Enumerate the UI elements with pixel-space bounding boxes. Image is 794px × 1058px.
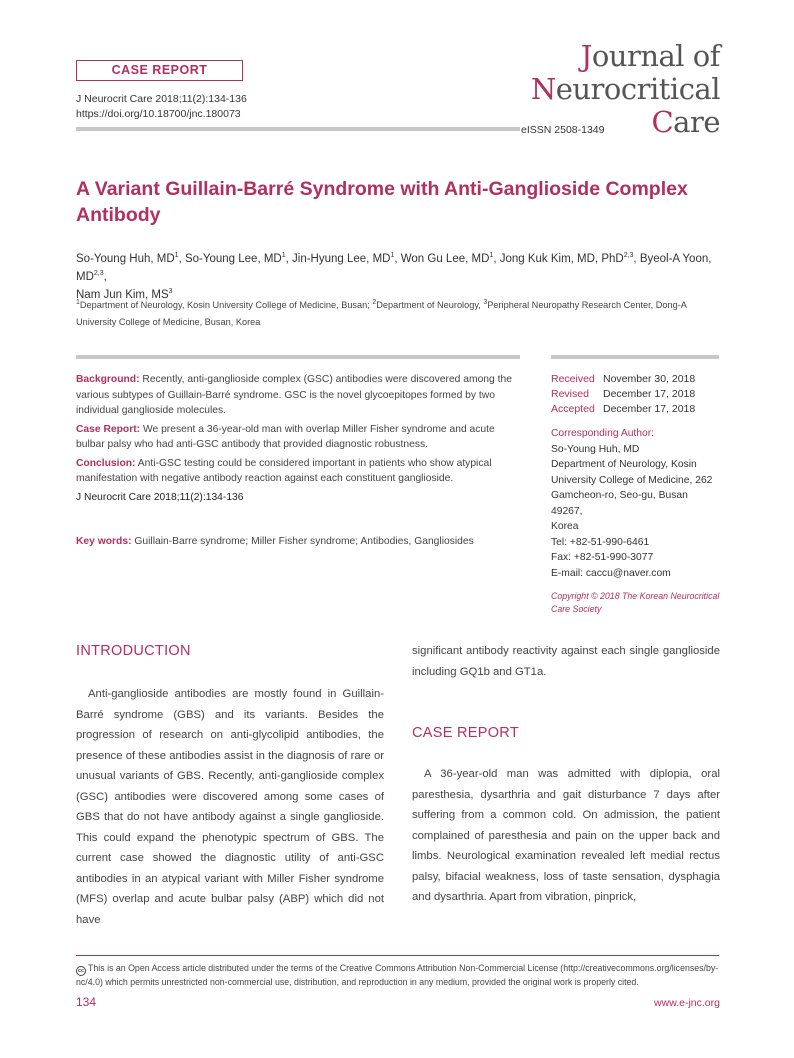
revised-label: Revised [551,388,589,400]
abstract-label: Conclusion: [76,457,136,469]
license-text: This is an Open Access article distributed under the terms of the Creative Commons Attribution Non-Commercial License (http://creativecommons.org/licenses/by-nc/4.0) which permits unrestricted non-commercial use, distribution, and reproduction in any medium, provided the original work is properly cited. [76,963,719,987]
accepted-label: Accepted [551,403,595,415]
author-affil: 1 [489,252,494,260]
abstract-citation: J Neurocrit Care 2018;11(2):134-136 [76,491,244,503]
logo-initial-n: N [530,72,556,106]
doi-link[interactable]: https://doi.org/10.18700/jnc.180073 [76,108,241,120]
author: Byeol-A Yoon, MD [76,253,712,283]
logo-text-3: are [673,105,720,139]
affil-num: 1 [76,298,80,306]
logo-text-1: ournal of [591,39,720,73]
introduction-text: Anti-ganglioside antibodies are mostly found in Guillain-Barré syndrome (GBS) and its variants. Besides the progression of research on anti-glycolipid antibodies, the presence of these antibodies assist in the diagnosis of rare or unusual variants of GBS. Recently, anti-ganglioside complex (GSC) antibodies were discovered among some cases of GBS that do not have antibody against a single ganglioside. This could expand the phenotypic spectrum of GBS. The current case showed the diagnostic utility of anti-GSC antibodies in an atypical variant with Miller Fisher syndrome (MFS) overlap and acute bulbar palsy (ABP) which did not have [76,688,384,926]
corr-tel: Tel: +82-51-990-6461 [551,536,650,548]
abstract-rule [76,355,520,359]
abstract-conclusion [76,456,520,487]
introduction-continued: significant antibody reactivity against each single ganglioside including GQ1b and GT1a. [412,645,720,678]
corr-address: University College of Medicine, 262 [551,474,713,486]
author: So-Young Huh, MD [76,253,175,265]
eissn: eISSN 2508-1349 [521,124,605,136]
abstract-background [76,372,520,419]
footer-rule [76,955,719,956]
article-title: A Variant Guillain-Barré Syndrome with Anti-Ganglioside Complex Antibody [76,178,688,226]
license-notice [76,962,719,989]
abstract-label: Case Report: [76,423,141,435]
revised-date: December 17, 2018 [603,388,696,400]
corr-name: So-Young Huh, MD [551,443,640,455]
accepted-date: December 17, 2018 [603,403,696,415]
keywords-label: Key words: [76,536,132,547]
journal-logo [531,40,720,139]
logo-initial-c: C [651,105,674,139]
corresponding-author [551,426,721,581]
corr-address: Korea [551,521,579,532]
affiliations [76,297,726,331]
article-type-badge: CASE REPORT [111,63,208,77]
corr-label: Corresponding Author: [551,428,655,439]
author: So-Young Lee, MD [184,253,282,265]
corr-address: Gamcheon-ro, Seo-gu, Busan 49267, [551,490,688,517]
received-label: Received [551,373,595,385]
author-affil: 1 [281,252,286,260]
abstract [76,372,520,508]
affil-num: 2 [372,298,377,306]
citation-volume: J Neurocrit Care 2018;11(2):134-136 [76,93,247,105]
journal-website-link[interactable]: www.e-jnc.org [654,997,720,1009]
creative-commons-icon: cc [77,968,85,974]
author-affil: 1 [390,252,395,260]
received-date: November 30, 2018 [603,373,696,385]
section-heading-case-report: CASE REPORT [412,725,519,741]
keywords-text: Guillain-Barre syndrome; Miller Fisher syndrome; Antibodies, Gangliosides [131,536,474,547]
corr-fax: Fax: +82-51-990-3077 [551,552,654,563]
affil-2: Department of Neurology, [376,300,484,310]
logo-text-2: eurocritical [555,72,720,106]
author-affil: 2,3 [93,270,104,278]
author-affil: 2,3 [623,252,634,260]
keywords [76,536,520,547]
affil-3: Peripheral Neuropathy Research Center, Dong-A University College of Medicine, Busan, Korea [76,300,687,327]
corr-address: Department of Neurology, Kosin [551,459,697,470]
header-rule [76,127,520,131]
author-affil: 1 [174,252,179,260]
abstract-text: Recently, anti-ganglioside complex (GSC) antibodies were discovered among the various subtypes of Guillain-Barré syndrome. GSC is the novel glycoepitopes formed by two individual ganglioside molecules. [76,374,512,416]
page-number: 134 [76,995,97,1009]
abstract-text: We present a 36-year-old man with overlap Miller Fisher syndrome and acute bulbar palsy who had anti-GSC antibody that provided diagnostic robustness. [76,423,495,450]
abstract-case [76,422,520,453]
affil-num: 3 [483,298,488,306]
journal-citation [76,92,247,122]
author: Won Gu Lee, MD [400,253,490,265]
abstract-label: Background: [76,374,140,385]
affil-1: Department of Neurology, Kosin University College of Medicine, Busan; [79,300,373,310]
author-affil: 3 [168,288,173,296]
author: Nam Jun Kim, MS [76,289,169,301]
case-report-text: A 36-year-old man was admitted with diplopia, oral paresthesia, dysarthria and gait disturbance 7 days after suffering from a common cold. On admission, the patient complained of paresthesia and pain on the upper back and limbs. Neurological examination revealed left medial rectus palsy, bifacial weakness, loss of taste sensation, dysphagia and dysarthria. Apart from vibration, pinprick, [412,768,720,903]
author-list: So-Young Huh, $MD^1$, So-Young Lee, $MD^1$, Jin-Hyung Lee, $MD^1$, Won Gu Lee, $MD^1$, Jong Kuk Kim, MD, PhD$^{2,3}$, Byeol-A Yoon, MD$^{2,3}$, Nam Jun Kim, $MS^3$ [76,252,712,301]
abstract-text: Anti-GSC testing could be considered important in patients who show atypical manifestation with negative antibody reaction against each constituent ganglioside. [76,457,492,484]
author: Jin-Hyung Lee, MD [292,253,391,265]
author: Jong Kuk Kim, MD, PhD [499,253,624,265]
sidebar-rule [551,355,719,359]
section-heading-introduction: INTRODUCTION [76,643,191,659]
corr-email[interactable]: E-mail: caccu@naver.com [551,567,671,579]
logo-initial-j: J [580,39,592,73]
article-dates [551,372,695,417]
copyright: Copyright © 2018 The Korean Neurocritical Care Society [551,591,720,614]
